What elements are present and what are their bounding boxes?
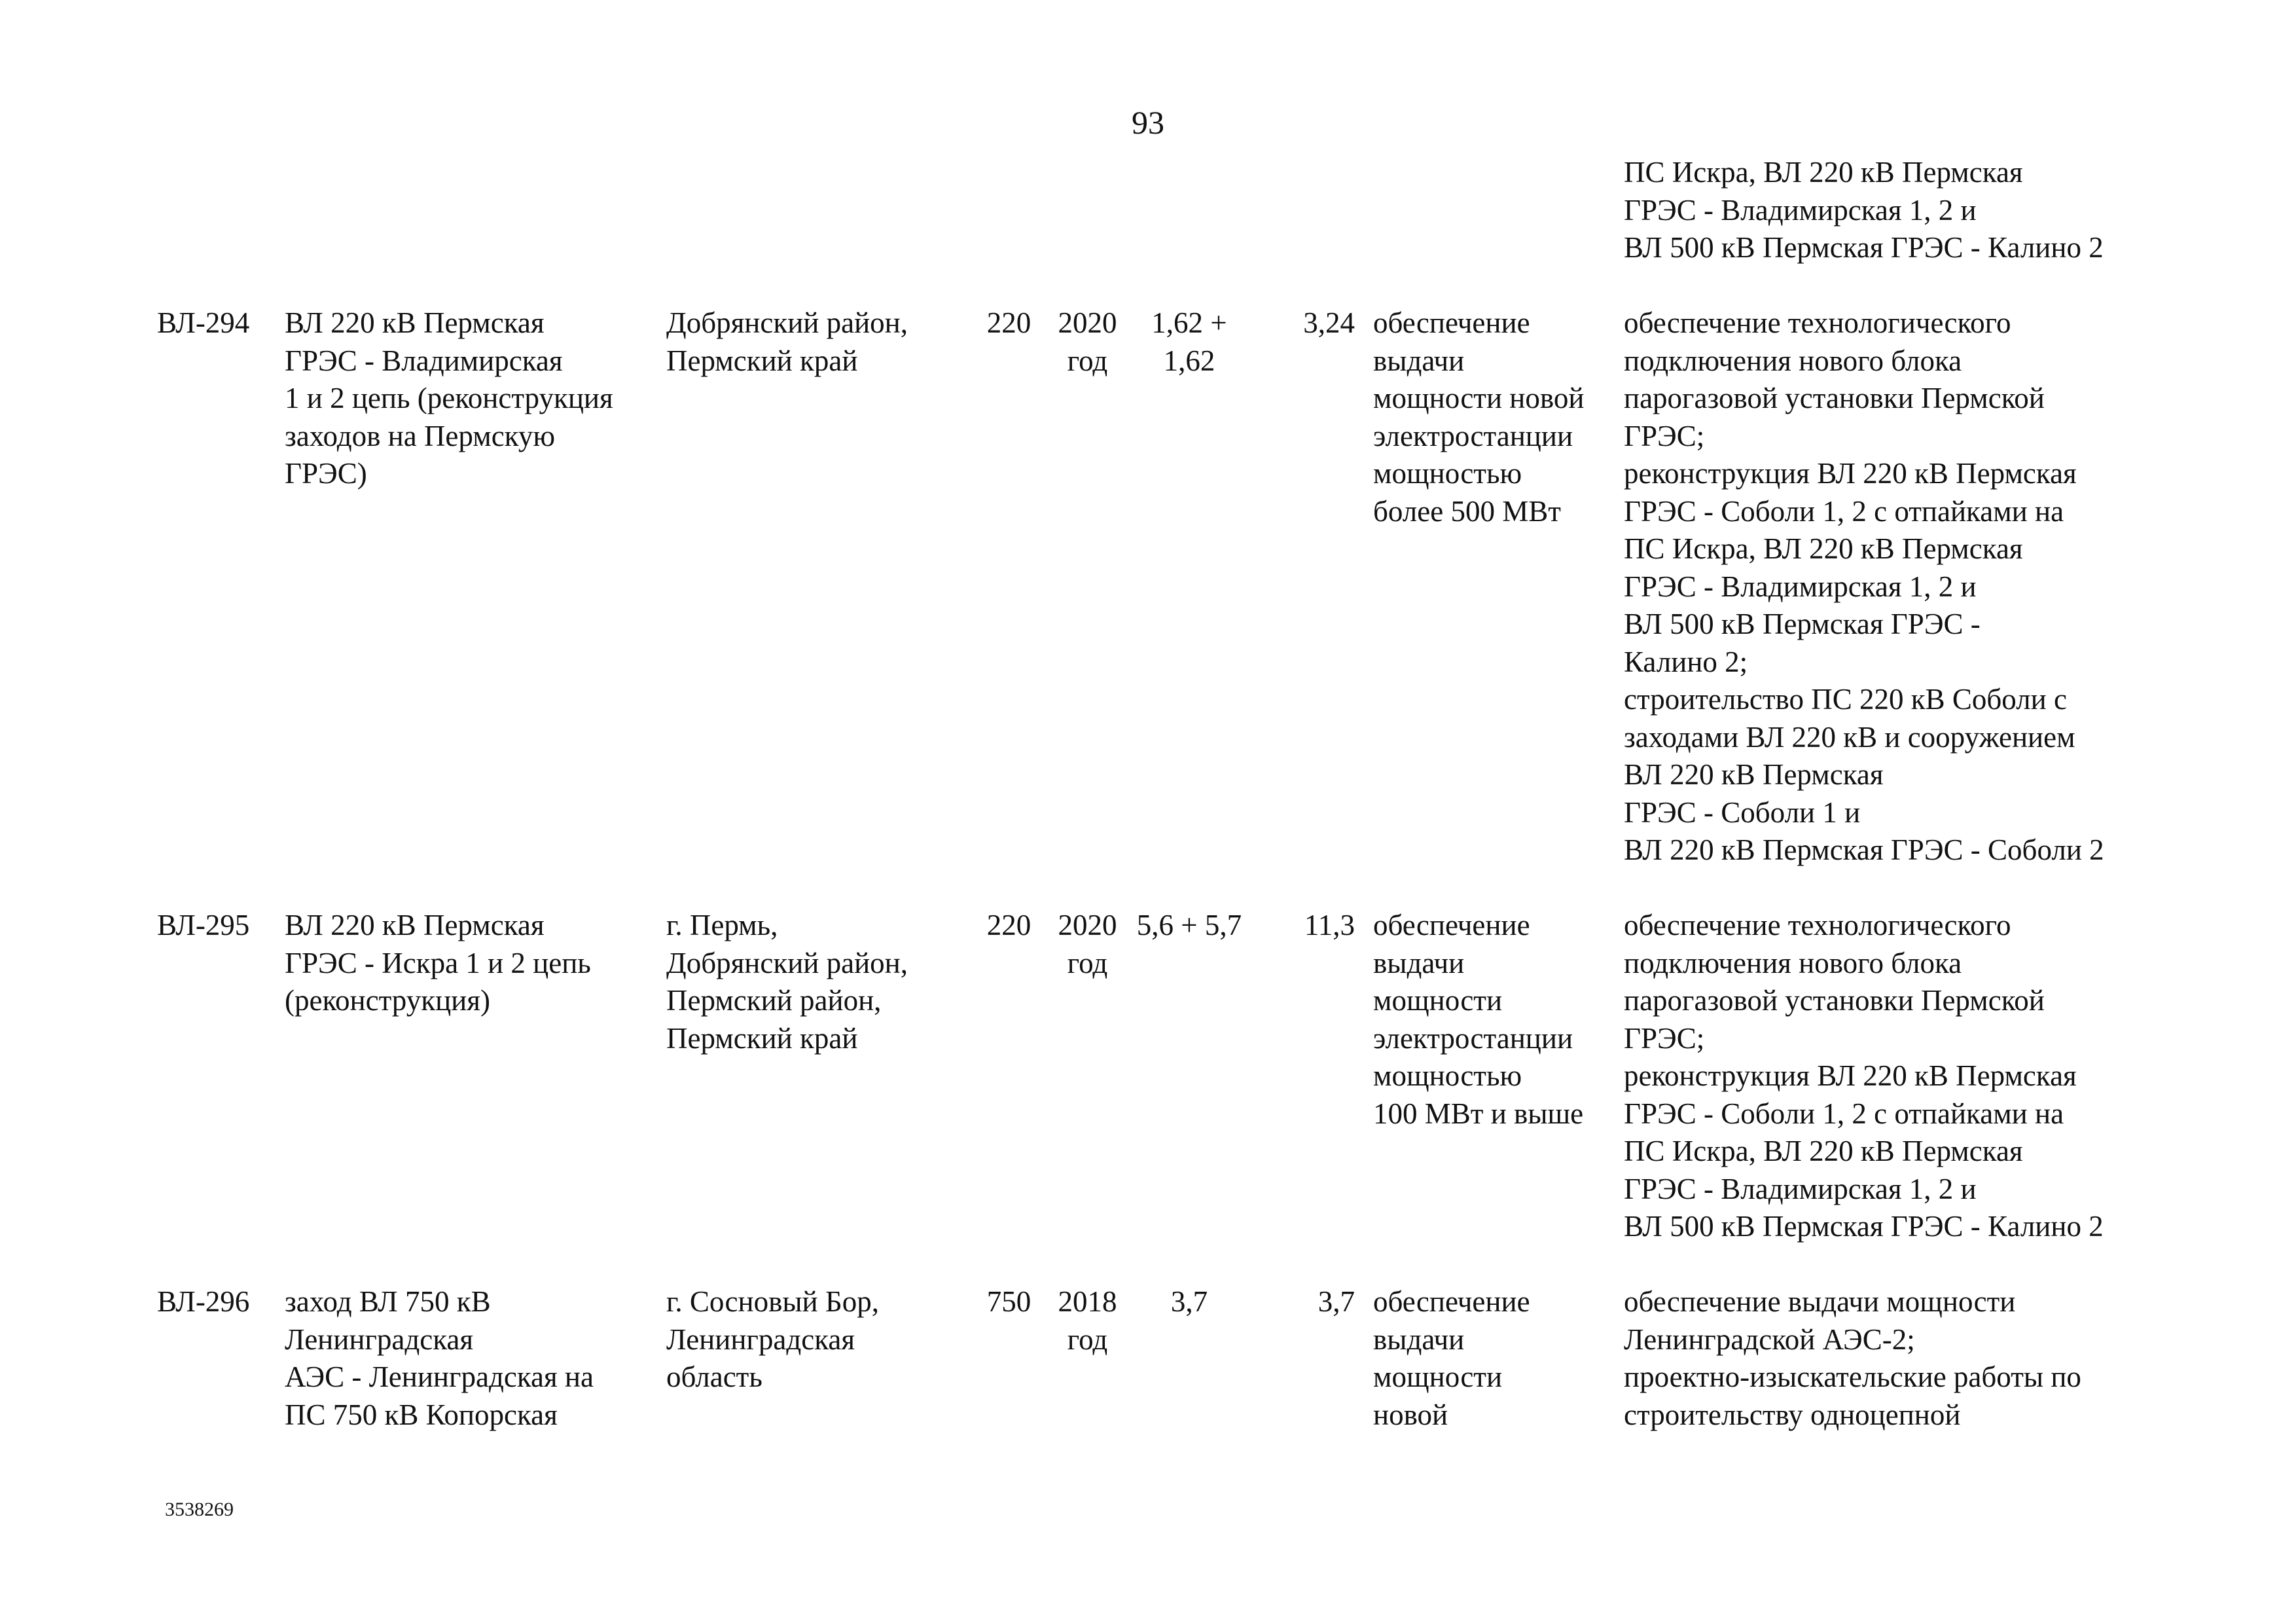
object-basis: обеспечение выдачи мощности Ленинградской АЭС-2; проектно-изыскательские работы по строительству одноцепной [1624, 1285, 2081, 1431]
object-code: ВЛ-294 [157, 306, 250, 339]
object-total-length: 3,24 [1303, 306, 1355, 339]
object-basis: обеспечение технологического подключения нового блока парогазовой установки Пермской ГРЭС; реконструкция ВЛ 220 кВ Пермская ГРЭС - Соболи 1, 2 с отпайками на ПС Искра, ВЛ 220 кВ Пермская ГРЭС - Владимирская 1, 2 и ВЛ 500 кВ Пермская ГРЭС - Калино 2; строительство ПС 220 кВ Соболи с заходами ВЛ 220 кВ и сооружением ВЛ 220 кВ Пермская ГРЭС - Соболи 1 и ВЛ 220 кВ Пермская ГРЭС - Соболи 2 [1624, 306, 2104, 866]
object-length: 3,7 [1170, 1285, 1208, 1318]
object-name: ВЛ 220 кВ Пермская ГРЭС - Владимирская 1 и 2 цепь (реконструкция заходов на Пермскую ГРЭС) [285, 306, 613, 490]
table-row [157, 304, 2199, 869]
object-total-length: 3,7 [1318, 1285, 1355, 1318]
object-name: заход ВЛ 750 кВ Ленинградская АЭС - Ленинградская на ПС 750 кВ Копорская [285, 1285, 594, 1431]
object-length: 1,62 + 1,62 [1151, 306, 1227, 377]
object-purpose: обеспечение выдачи мощности новой электростанции мощностью более 500 МВт [1373, 306, 1585, 528]
object-length: 5,6 + 5,7 [1136, 909, 1242, 941]
object-region: г. Сосновый Бор, Ленинградская область [666, 1285, 879, 1393]
object-code: ВЛ-296 [157, 1285, 250, 1318]
object-purpose: обеспечение выдачи мощности электростанции мощностью 100 МВт и выше [1373, 909, 1584, 1130]
object-year: 2018 год [1058, 1285, 1117, 1356]
document-number: 3538269 [165, 1499, 234, 1520]
page-number: 93 [1132, 104, 1164, 141]
object-total-length: 11,3 [1304, 909, 1355, 941]
table-row-carryover [157, 154, 2199, 267]
table-row [157, 907, 2199, 1246]
object-voltage: 220 [986, 909, 1031, 941]
object-year: 2020 год [1058, 306, 1117, 377]
object-year: 2020 год [1058, 909, 1117, 979]
object-name: ВЛ 220 кВ Пермская ГРЭС - Искра 1 и 2 цепь (реконструкция) [285, 909, 591, 1017]
object-table [157, 154, 2199, 1434]
object-voltage: 750 [986, 1285, 1031, 1318]
carryover-basis: ПС Искра, ВЛ 220 кВ Пермская ГРЭС - Владимирская 1, 2 и ВЛ 500 кВ Пермская ГРЭС - Калино 2 [1624, 156, 2104, 264]
object-basis: обеспечение технологического подключения нового блока парогазовой установки Пермской ГРЭС; реконструкция ВЛ 220 кВ Пермская ГРЭС - Соболи 1, 2 с отпайками на ПС Искра, ВЛ 220 кВ Пермская ГРЭС - Владимирская 1, 2 и ВЛ 500 кВ Пермская ГРЭС - Калино 2 [1624, 909, 2104, 1243]
table-row [157, 1283, 2199, 1434]
object-voltage: 220 [986, 306, 1031, 339]
object-region: Добрянский район, Пермский край [666, 306, 908, 377]
object-purpose: обеспечение выдачи мощности новой [1373, 1285, 1530, 1431]
object-code: ВЛ-295 [157, 909, 250, 941]
object-region: г. Пермь, Добрянский район, Пермский район, Пермский край [666, 909, 908, 1055]
